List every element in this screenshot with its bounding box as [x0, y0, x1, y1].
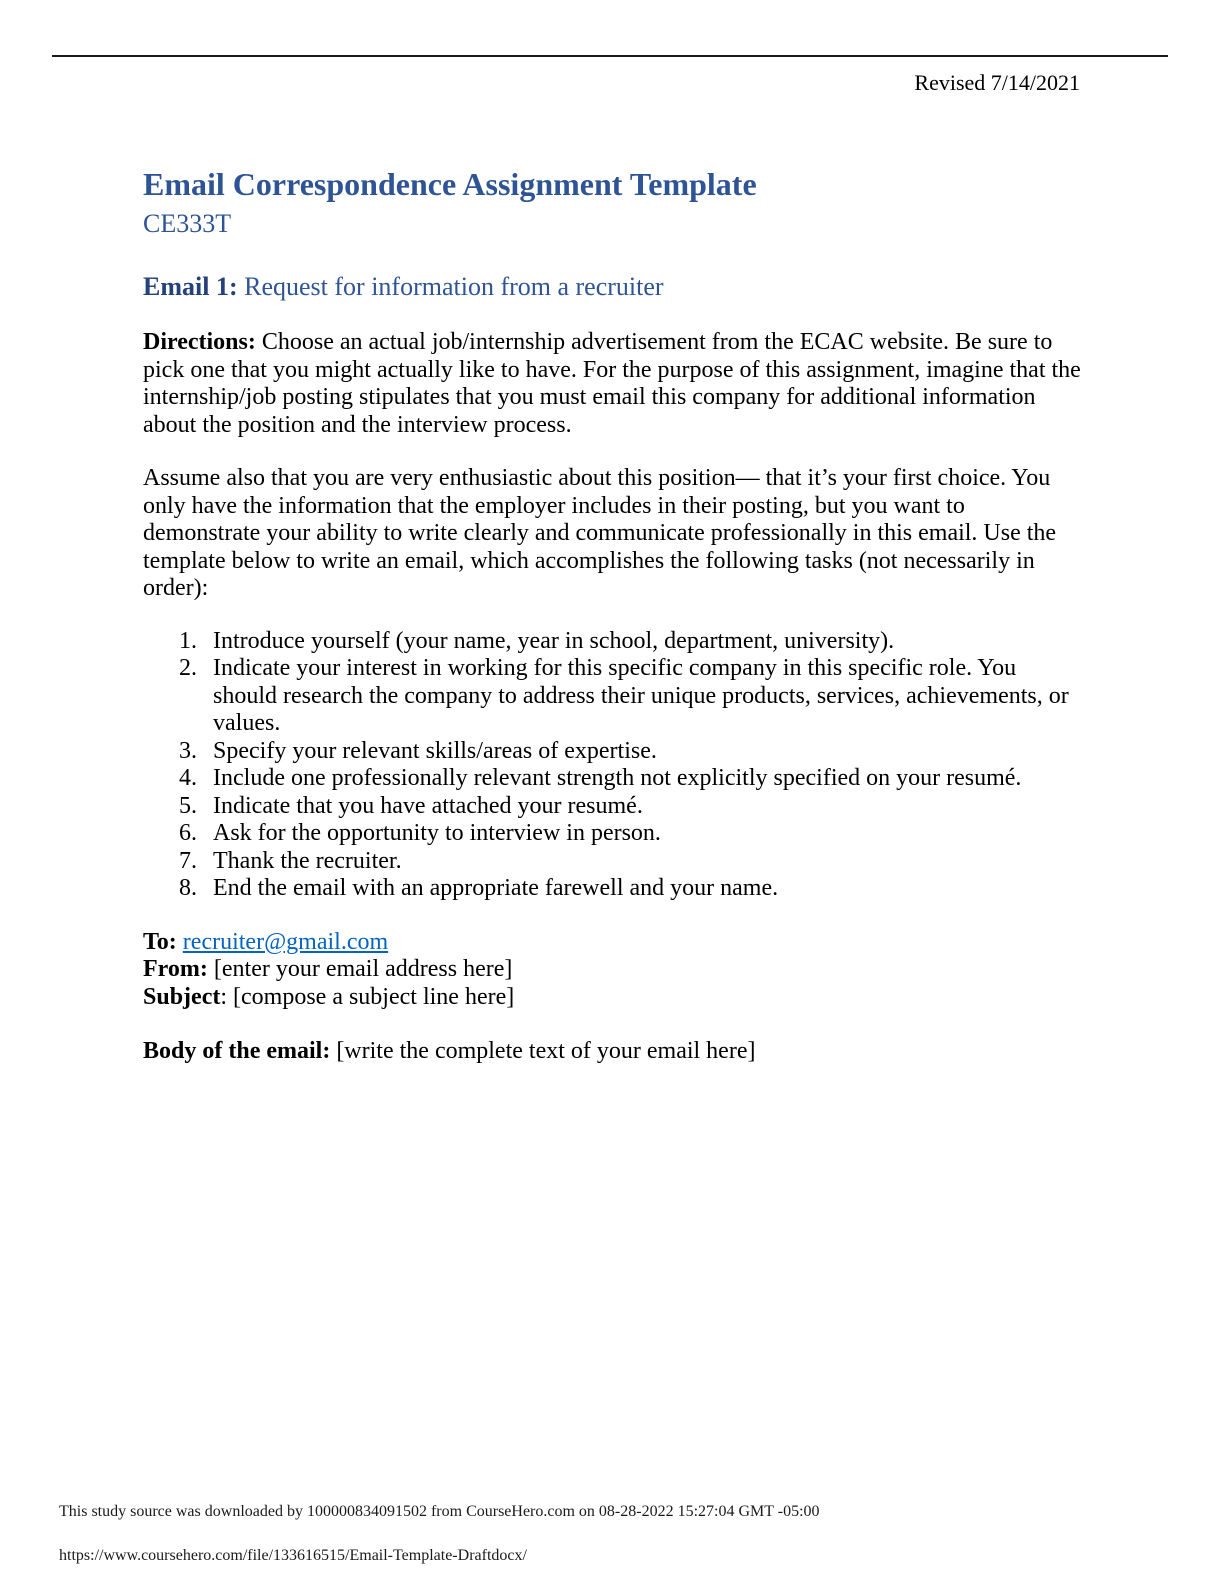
task-item: Indicate that you have attached your resumé. [213, 792, 643, 819]
from-line [143, 956, 1081, 984]
email1-heading-subtitle: Request for information from a recruiter [237, 272, 664, 301]
task-item: Introduce yourself (your name, year in school, department, university). [213, 627, 895, 654]
from-placeholder: [enter your email address here] [207, 956, 513, 982]
body-label: Body of the email: [143, 1038, 331, 1064]
page-title: Email Correspondence Assignment Template [143, 166, 757, 202]
from-label: From: [143, 956, 208, 982]
directions-label: Directions: [143, 329, 256, 355]
email1-heading [143, 271, 1081, 303]
download-note: This study source was downloaded by 100000834091502 from CourseHero.com on 08-28-2022 15:27:04 GMT -05:00 [59, 1503, 820, 1520]
task-item: End the email with an appropriate farewell and your name. [213, 875, 779, 901]
to-label: To: [143, 928, 177, 955]
to-line [143, 929, 1081, 957]
task-item: Specify your relevant skills/areas of expertise. [213, 737, 657, 764]
directions-paragraph [143, 329, 1081, 439]
revised-date: Revised 7/14/2021 [914, 70, 1080, 95]
task-item: Include one professionally relevant strength not explicitly specified on your resumé. [213, 765, 1022, 791]
subject-placeholder: : [compose a subject line here] [220, 983, 515, 1010]
subject-line [143, 984, 1081, 1012]
document-content [143, 165, 1081, 1066]
body-line [143, 1038, 1081, 1066]
task-item: Indicate your interest in working for this specific company in this specific role. You should research the company to address their unique products, services, achievements, or values. [213, 655, 1069, 736]
source-url-link[interactable]: https://www.coursehero.com/file/133616515/Email-Template-Draftdocx/ [59, 1547, 527, 1564]
task-item: Thank the recruiter. [213, 847, 402, 874]
header-rule [52, 55, 1168, 57]
subject-label: Subject [143, 983, 221, 1010]
task-item: Ask for the opportunity to interview in person. [213, 820, 661, 846]
course-code: CE333T [143, 209, 232, 238]
recruiter-email-link[interactable]: recruiter@gmail.com [182, 928, 389, 955]
directions-text: Choose an actual job/internship advertisement from the ECAC website. Be sure to pick one that you might actually like to have. For the purpose of this assignment, imagine that the internship/job posting stipulates that you must email this company for additional information about the position and the interview process. [143, 329, 1081, 438]
body-placeholder: [write the complete text of your email here] [330, 1038, 756, 1064]
tasks-list [143, 628, 1081, 903]
email1-heading-label: Email 1: [143, 272, 238, 301]
email-fields [143, 929, 1081, 1012]
assume-paragraph: Assume also that you are very enthusiastic about this position— that it’s your first choice. You only have the information that the employer includes in their posting, but you want to demonstrate your ability to write clearly and communicate professionally in this email. Use the template below to write an email, which accomplishes the following tasks (not necessarily in order): [143, 465, 1057, 601]
